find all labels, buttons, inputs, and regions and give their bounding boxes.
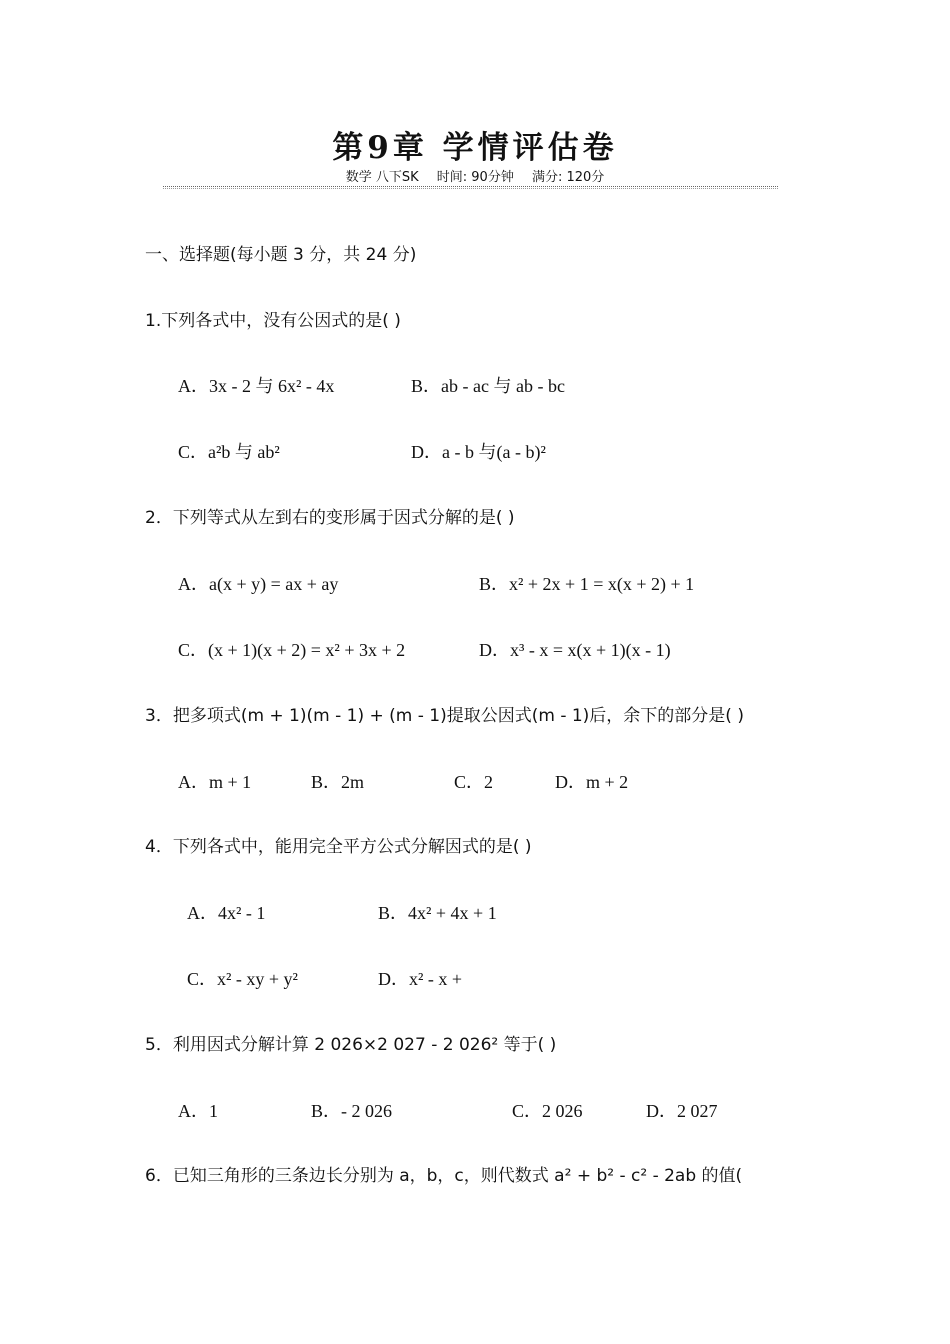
- question-1-option-c: C．a²b 与 ab²: [178, 442, 280, 462]
- question-3-option-b: B．2m: [311, 772, 365, 792]
- question-5-option-c: C．2 026: [512, 1101, 583, 1121]
- question-4-option-c: C．x² - xy + y²: [187, 969, 298, 989]
- question-5-option-d: D．2 027: [646, 1101, 718, 1121]
- question-4-option-a: A．4x² - 1: [187, 903, 266, 923]
- header-divider: [163, 186, 778, 187]
- question-1-option-d: D．a - b 与(a - b)²: [411, 442, 546, 462]
- question-5-option-b: B．- 2 026: [311, 1101, 392, 1121]
- score-label: 满分: 120分: [531, 170, 605, 185]
- question-4-option-b: B．4x² + 4x + 1: [378, 903, 497, 923]
- subject-label: 数学 八下SK: [345, 170, 419, 185]
- page-title: 第9章 学情评估卷: [332, 130, 618, 166]
- question-2-option-c: C．(x + 1)(x + 2) = x² + 3x + 2: [178, 640, 406, 660]
- question-3-option-d: D．m + 2: [555, 772, 629, 792]
- question-5-option-a: A．1: [178, 1101, 218, 1121]
- question-3-option-a: A．m + 1: [178, 772, 252, 792]
- section-heading: 一、选择题(每小题 3 分，共 24 分): [145, 245, 417, 265]
- question-3-stem: 3．把多项式(m + 1)(m - 1) + (m - 1)提取公因式(m - 1)后，余下的部分是( ): [145, 706, 744, 726]
- question-4-stem: 4．下列各式中，能用完全平方公式分解因式的是( ): [145, 837, 532, 857]
- question-1-stem: 1.下列各式中，没有公因式的是( ): [145, 311, 401, 331]
- question-6-stem: 6．已知三角形的三条边长分别为 a，b，c，则代数式 a² + b² - c² - 2ab 的值(: [145, 1166, 743, 1186]
- question-2-option-b: B．x² + 2x + 1 = x(x + 2) + 1: [479, 574, 695, 594]
- question-2-option-a: A．a(x + y) = ax + ay: [178, 574, 339, 594]
- question-4-option-d: D．x² - x +: [378, 969, 463, 989]
- question-2-stem: 2．下列等式从左到右的变形属于因式分解的是( ): [145, 508, 515, 528]
- header-divider-lower: [163, 188, 778, 189]
- question-5-stem: 5．利用因式分解计算 2 026×2 027 - 2 026² 等于( ): [145, 1035, 557, 1055]
- question-3-option-c: C．2: [454, 772, 494, 792]
- question-2-option-d: D．x³ - x = x(x + 1)(x - 1): [479, 640, 671, 660]
- question-1-option-b: B．ab - ac 与 ab - bc: [411, 376, 565, 396]
- time-label: 时间: 90分钟: [436, 170, 514, 185]
- exam-info: [0, 166, 950, 185]
- question-1-option-a: A．3x - 2 与 6x² - 4x: [178, 376, 335, 396]
